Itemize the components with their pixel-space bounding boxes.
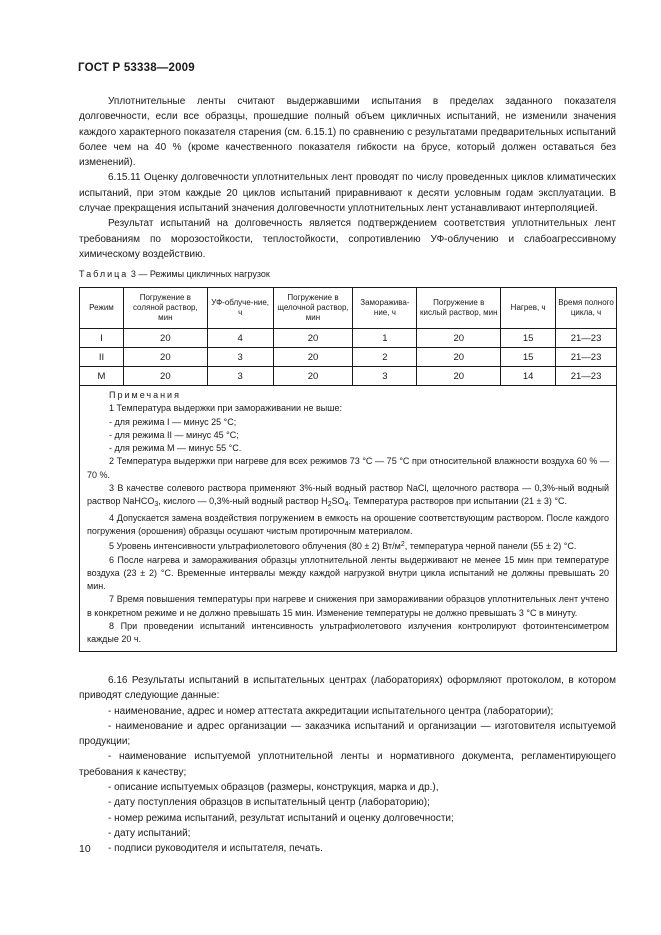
list-item: - номер режима испытаний, результат испытаний и оценку долговечности; <box>108 812 454 824</box>
table-cell: 3 <box>353 367 417 386</box>
section-text-top <box>79 94 616 262</box>
table-cell: 20 <box>123 329 207 348</box>
table-notes-row <box>80 386 617 652</box>
table-cell: 21—23 <box>556 367 617 386</box>
table-cell: 20 <box>273 348 353 367</box>
note-text: . Температура растворов при испытании (21 ± 3) °С. <box>348 496 568 507</box>
table-cell: 20 <box>123 348 207 367</box>
table-header-cell: УФ-облуче-ние, ч <box>207 288 273 329</box>
note-item: 7 Время повышения температуры при нагреве и снижения при замораживании образцов уплотнительных лент учтено в конкретном режиме и не должно превышать 15 мин. Изменение температуры не должно превышать 3 °С в минуту. <box>87 594 609 618</box>
note-text: , температура черной панели (55 ± 2) °С. <box>404 541 577 552</box>
table-cell: 21—23 <box>556 348 617 367</box>
note-text: SO <box>331 496 345 507</box>
table-notes <box>80 386 617 652</box>
note-subscript: 4 <box>344 501 349 509</box>
note-superscript: 2 <box>400 541 405 549</box>
table-row <box>80 329 617 348</box>
table-header-cell: Время полного цикла, ч <box>556 288 617 329</box>
table-cell: 15 <box>501 348 556 367</box>
list-item: - описание испытуемых образцов (размеры, конструкция, марка и др.), <box>108 782 439 794</box>
list-item: - наименование и адрес организации — заказчика испытаний и организации — изготовителя испытуемой продукции; <box>79 720 616 748</box>
list-item: - наименование испытуемой уплотнительной ленты и нормативного документа, регламентирующего требования к качеству; <box>79 751 616 778</box>
table-cell: 15 <box>501 329 556 348</box>
section-text-bottom <box>79 673 616 857</box>
list-item: - наименование, адрес и номер аттестата аккредитации испытательного центра (лаборатории); <box>108 705 554 717</box>
table-cell: 20 <box>417 348 501 367</box>
table-row <box>80 367 617 386</box>
cyclic-loads-table <box>79 287 617 652</box>
table-cell: 1 <box>353 329 417 348</box>
note-item: 2 Температура выдержки при нагреве для всех режимов 73 °С — 75 °С при относительной влажности воздуха 60 % — 70 %. <box>87 456 609 480</box>
list-item: - дату поступления образцов в испытательный центр (лабораторию); <box>108 797 430 809</box>
table-cell: 14 <box>501 367 556 386</box>
table-cell: II <box>80 348 124 367</box>
table-cell: 20 <box>273 329 353 348</box>
table-cell: 3 <box>207 367 273 386</box>
note-item <box>87 538 609 553</box>
note-text: 3 В качестве солевого раствора применяют 3%-ный водный раствор NaCl, щелочного раствора — 0,3%-ный водный раствор NaHCO <box>87 483 609 507</box>
table-header-cell: Нагрев, ч <box>501 288 556 329</box>
table-caption-text: 3 — Режимы цикличных нагрузок <box>130 269 270 279</box>
table-cell: 20 <box>273 367 353 386</box>
table-cell: 3 <box>207 348 273 367</box>
table-cell: 20 <box>417 329 501 348</box>
paragraph: 6.15.11 Оценку долговечности уплотнительных лент проводят по числу проведенных циклов климатических испытаний, при этом каждые 20 циклов испытаний приравнивают к десяти условным годам эксплуатации. В случае прекращения испытаний значения долговечности уплотнительных лент устанавливают интерполяцией. <box>79 172 616 215</box>
note-text: , кислого — 0,3%-ный водный раствор H <box>158 496 328 507</box>
paragraph: Уплотнительные ленты считают выдержавшими испытания в пределах заданного показателя долговечности, если все образцы, прошедшие полный объем цикличных испытаний, не изменили значения каждого характерного показателя старения (см. 6.15.1) по сравнению с результатами предварительных испытаний более чем на 40 % (кроме качественного показателя гибкости на брусе, который должен оставаться без изменений). <box>79 96 616 169</box>
paragraph: Результат испытаний на долговечность является подтверждением соответствия уплотнительных лент требованиям по морозостойкости, теплостойкости, сопротивлению УФ-облучению и слабоагрессивному химическому воздействию. <box>79 218 616 260</box>
page-number: 10 <box>79 843 91 855</box>
note-item: 6 После нагрева и замораживания образцы уплотнительной ленты выдерживают не менее 15 мин при температуре воздуха (23 ± 2) °С. Временные интервалы между каждой нагрузкой внутри цикла испытаний не должны превышать 20 мин. <box>87 554 609 592</box>
table-cell: 4 <box>207 329 273 348</box>
table-header-cell: Погружение в соляной раствор, мин <box>123 288 207 329</box>
table-header-cell: Погружение в кислый раствор, мин <box>417 288 501 329</box>
note-subscript: 2 <box>327 501 332 509</box>
table-cell: 2 <box>353 348 417 367</box>
note-item: - для режима II — минус 45 °С; <box>109 429 239 440</box>
table-cell: I <box>80 329 124 348</box>
table-cell: 21—23 <box>556 329 617 348</box>
document-header: ГОСТ Р 53338—2009 <box>78 62 195 74</box>
list-item: - подписи руководителя и испытателя, печать. <box>108 843 323 855</box>
table-header-cell: Режим <box>80 288 124 329</box>
note-item: 1 Температура выдержки при замораживании не выше: <box>109 403 342 414</box>
note-item: 4 Допускается замена воздействия погружением в емкость на орошение соответствующим раствором. После каждого погружения (орошения) образцы осушают чистым протирочным материалом. <box>87 512 609 536</box>
table-cell: М <box>80 367 124 386</box>
note-item: 8 При проведении испытаний интенсивность ультрафиолетового излучения контролируют фотоинтенсиметром каждые 20 ч. <box>87 621 609 645</box>
table-row <box>80 348 617 367</box>
list-item: - дату испытаний; <box>108 827 191 839</box>
table-cell: 20 <box>417 367 501 386</box>
table-header-cell: Заморажива-ние, ч <box>353 288 417 329</box>
table-header-row <box>80 288 617 329</box>
table-cell: 20 <box>123 367 207 386</box>
table-header-cell: Погружение в щелочной раствор, мин <box>273 288 353 329</box>
note-text: 5 Уровень интенсивности ультрафиолетового облучения (80 ± 2) Вт/м <box>109 541 401 552</box>
table-caption <box>79 269 270 279</box>
notes-title: Примечания <box>109 390 181 400</box>
paragraph: 6.16 Результаты испытаний в испытательных центрах (лабораториях) оформляют протоколом, в котором приводят следующие данные: <box>79 675 616 702</box>
note-item <box>87 482 609 512</box>
note-subscript: 3 <box>154 501 159 509</box>
note-item: - для режима М — минус 55 °С. <box>109 443 242 454</box>
table-caption-label: Таблица <box>79 269 129 279</box>
note-item: - для режима I — минус 25 °С; <box>109 416 237 427</box>
